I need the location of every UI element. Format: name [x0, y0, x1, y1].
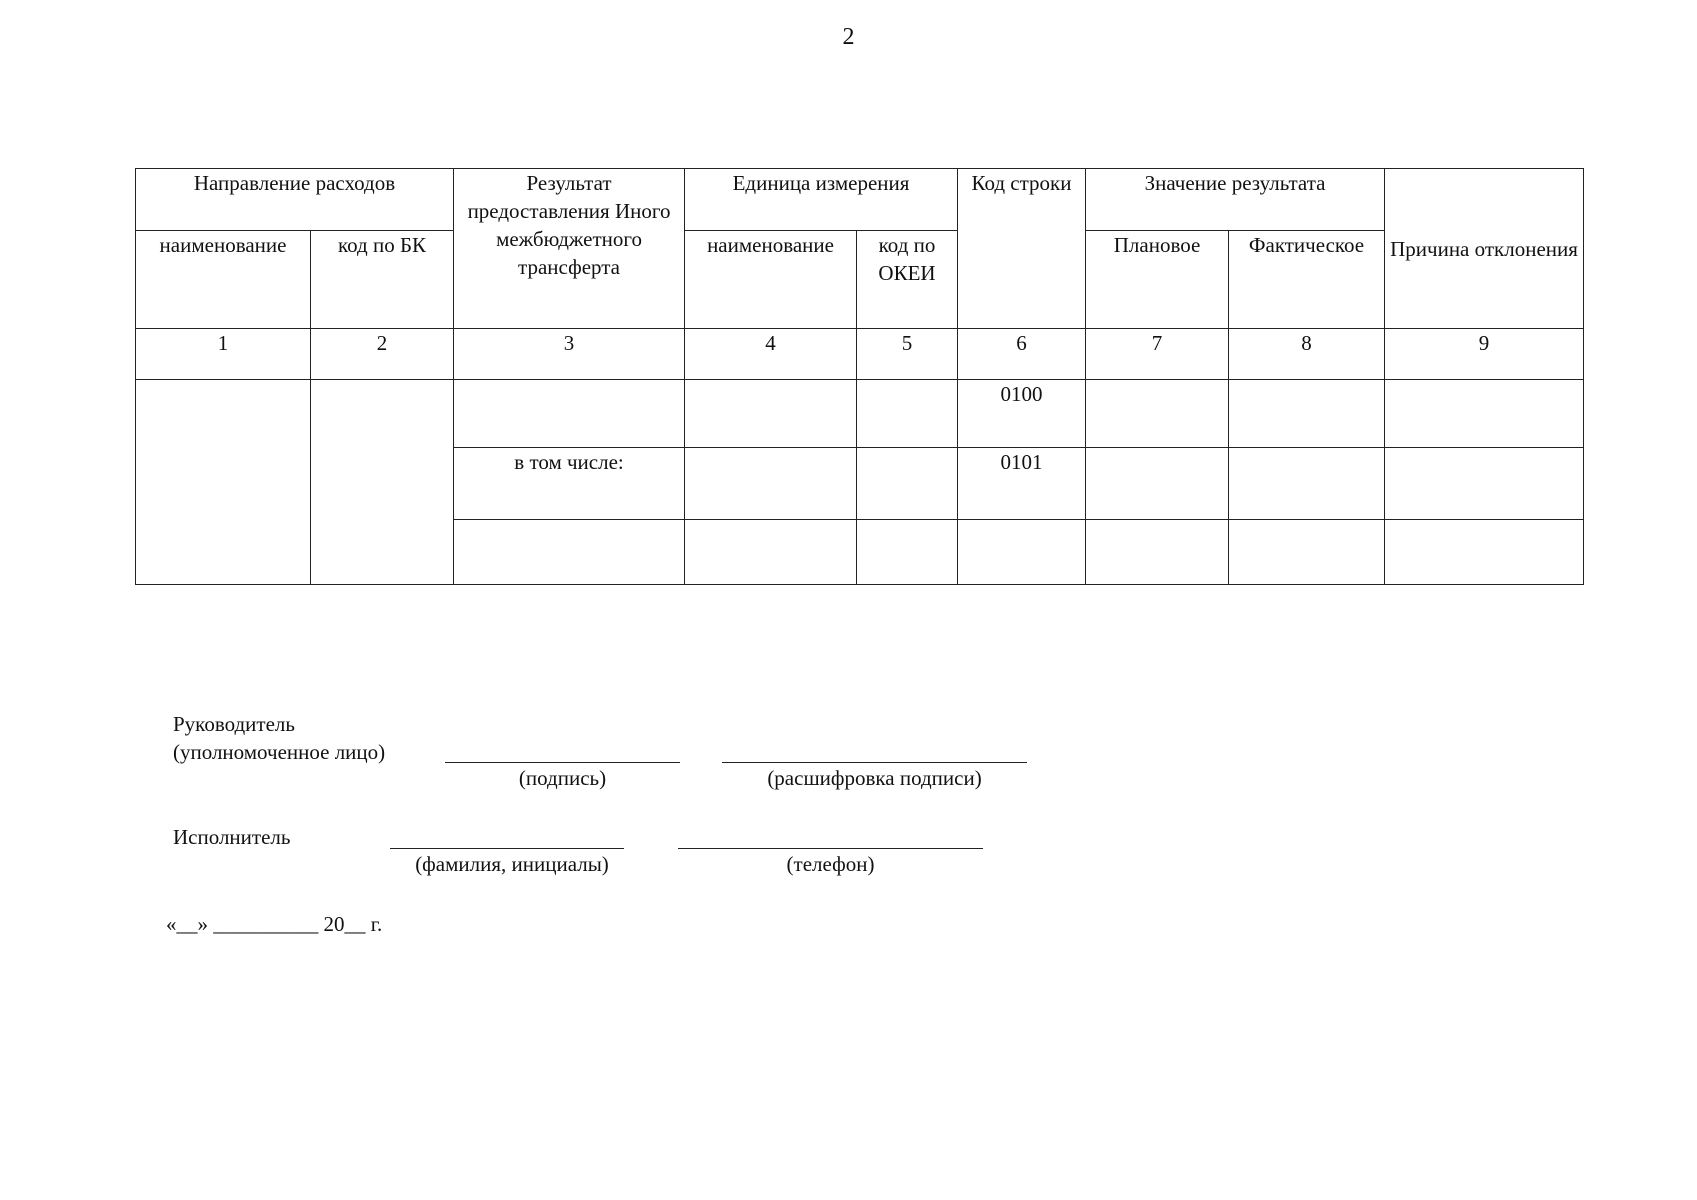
cell-row-code: 0100 [958, 380, 1086, 448]
column-number: 7 [1086, 329, 1229, 380]
executor-name-caption: (фамилия, инициалы) [415, 852, 609, 876]
cell-unit-code[interactable] [857, 448, 958, 520]
cell-unit-name[interactable] [685, 448, 857, 520]
results-table [135, 168, 1584, 585]
cell-row-code [958, 520, 1086, 585]
cell-reason[interactable] [1385, 448, 1584, 520]
cell-result[interactable] [454, 520, 685, 585]
header-value-fact: Фактическое [1229, 231, 1385, 329]
head-label [173, 710, 385, 766]
cell-unit-code[interactable] [857, 520, 958, 585]
signature-caption: (подпись) [518, 766, 607, 790]
cell-row-code: 0101 [958, 448, 1086, 520]
cell-result[interactable]: в том числе: [454, 448, 685, 520]
cell-value-fact[interactable] [1229, 380, 1385, 448]
head-label-line2: (уполномоченное лицо) [173, 740, 386, 764]
column-number: 9 [1385, 329, 1584, 380]
column-number: 3 [454, 329, 685, 380]
column-number: 8 [1229, 329, 1385, 380]
column-number: 5 [857, 329, 958, 380]
cell-reason[interactable] [1385, 520, 1584, 585]
cell-direction-name[interactable] [136, 380, 311, 585]
cell-unit-name[interactable] [685, 380, 857, 448]
column-number: 6 [958, 329, 1086, 380]
cell-unit-name[interactable] [685, 520, 857, 585]
signature-decoding-line[interactable] [722, 762, 1027, 763]
header-reason: Причина отклонения [1385, 169, 1584, 329]
signature-decoding-caption: (расшифровка подписи) [767, 766, 982, 790]
header-unit-code: код по ОКЕИ [857, 231, 958, 329]
table-row [136, 380, 1584, 448]
cell-unit-code[interactable] [857, 380, 958, 448]
head-label-line1: Руководитель [173, 712, 295, 736]
column-number: 2 [311, 329, 454, 380]
cell-value-fact[interactable] [1229, 520, 1385, 585]
cell-result[interactable] [454, 380, 685, 448]
executor-label: Исполнитель [173, 825, 291, 849]
header-direction: Направление расходов [136, 169, 454, 231]
executor-phone-line[interactable] [678, 848, 983, 849]
date-line: «__» __________ 20__ г. [166, 912, 383, 936]
header-direction-code: код по БК [311, 231, 454, 329]
header-row-code: Код строки [958, 169, 1086, 329]
column-number: 1 [136, 329, 311, 380]
cell-direction-code[interactable] [311, 380, 454, 585]
cell-reason[interactable] [1385, 380, 1584, 448]
column-number: 4 [685, 329, 857, 380]
header-unit-name: наименование [685, 231, 857, 329]
cell-value-fact[interactable] [1229, 448, 1385, 520]
executor-phone-caption: (телефон) [786, 852, 875, 876]
cell-value-plan[interactable] [1086, 448, 1229, 520]
signature-line[interactable] [445, 762, 680, 763]
header-direction-name: наименование [136, 231, 311, 329]
header-value: Значение результата [1086, 169, 1385, 231]
cell-value-plan[interactable] [1086, 520, 1229, 585]
page-number: 2 [842, 24, 855, 50]
header-unit: Единица измерения [685, 169, 958, 231]
cell-value-plan[interactable] [1086, 380, 1229, 448]
header-value-plan: Плановое [1086, 231, 1229, 329]
executor-name-line[interactable] [390, 848, 624, 849]
header-result: Результат предоставления Иного межбюджетного трансферта [454, 169, 685, 329]
